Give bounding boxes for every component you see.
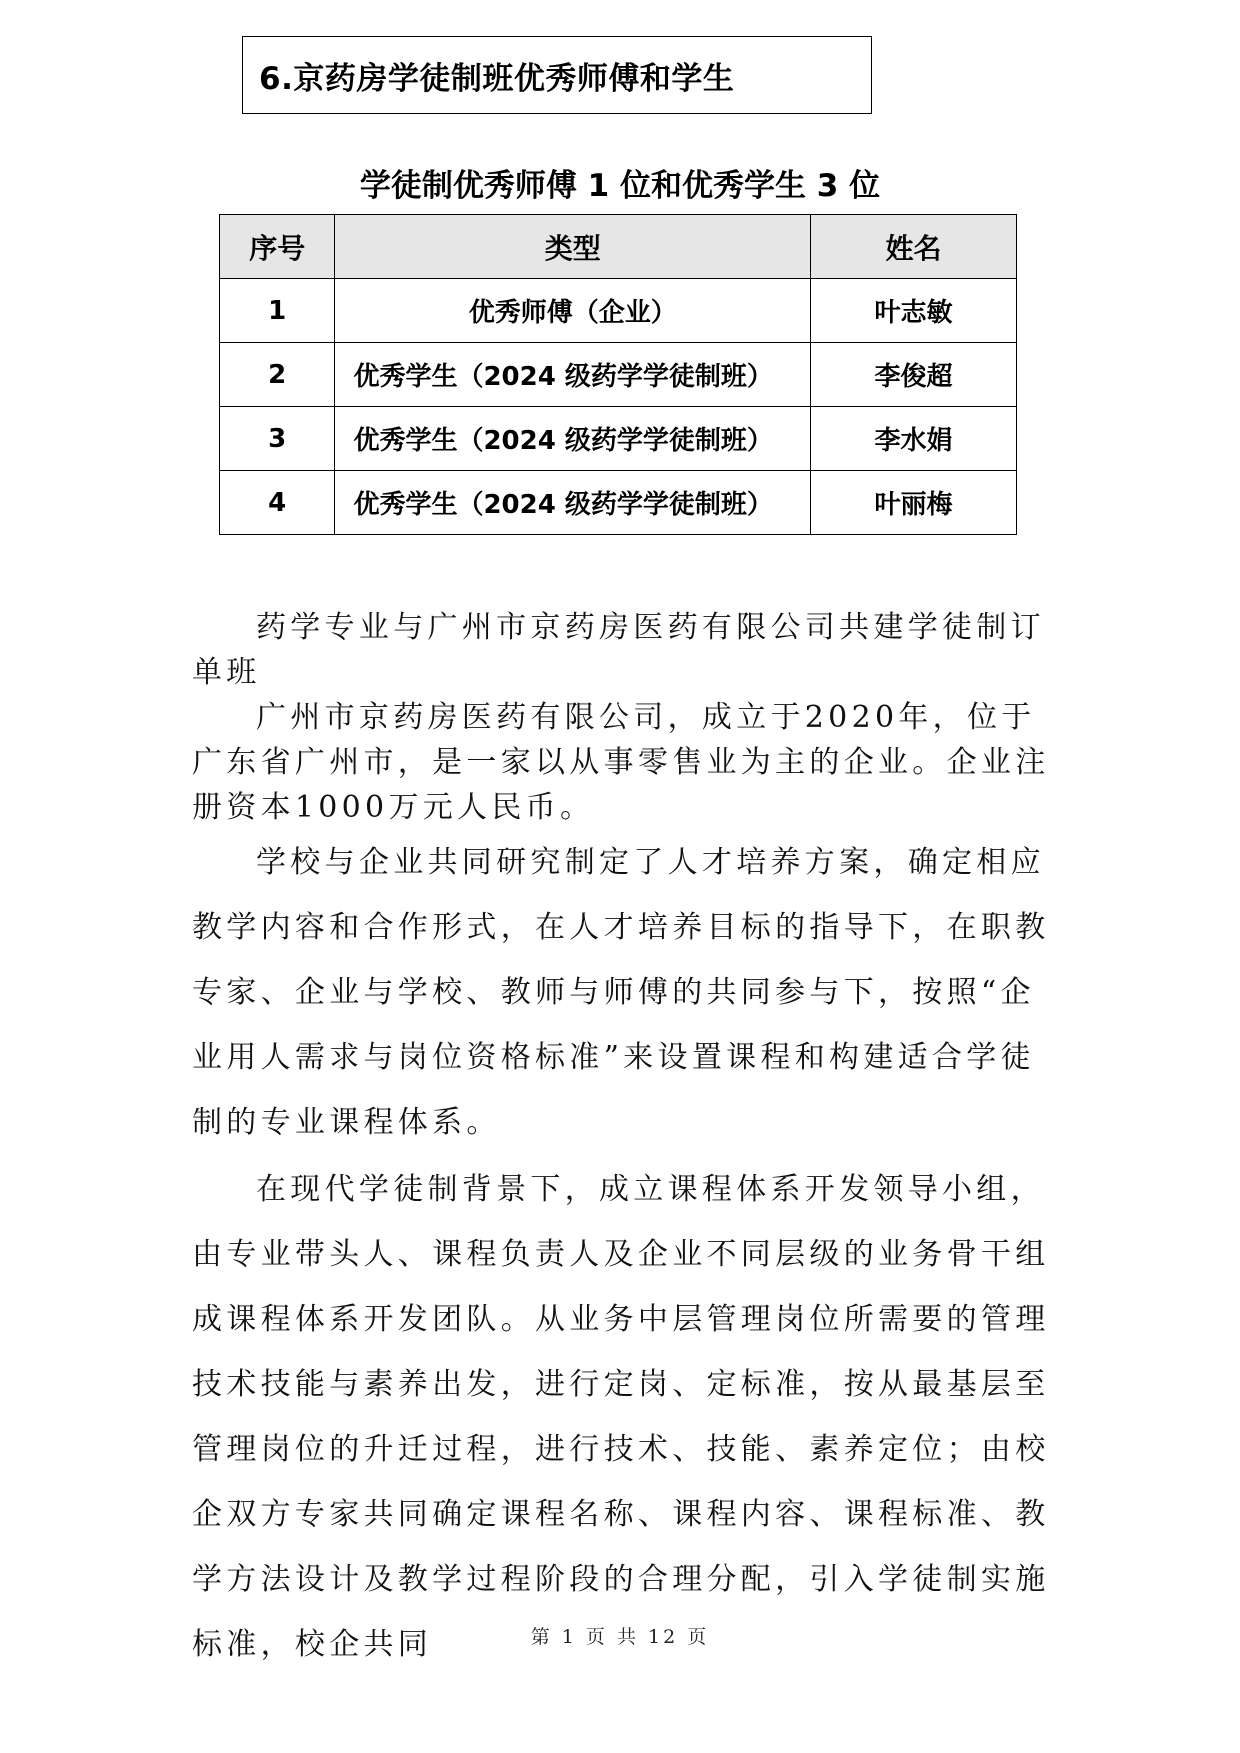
table-row bbox=[220, 279, 1017, 343]
cell-name: 叶丽梅 bbox=[811, 471, 1017, 535]
cell-type: 优秀学生（2024 级药学学徒制班） bbox=[335, 471, 811, 535]
table-row bbox=[220, 343, 1017, 407]
paragraph-text: 广州市京药房医药有限公司，成立于2020年，位于广东省广州市，是一家以从事零售业为主的企业。企业注册资本1000万元人民币。 bbox=[192, 700, 1050, 825]
cell-seq: 2 bbox=[220, 343, 335, 407]
page-footer: 第 1 页 共 12 页 bbox=[530, 1626, 710, 1648]
header-name: 姓名 bbox=[811, 215, 1017, 279]
cell-type: 优秀学生（2024 级药学学徒制班） bbox=[335, 343, 811, 407]
paragraph-text: 在现代学徒制背景下，成立课程体系开发领导小组，由专业带头人、课程负责人及企业不同层级的业务骨干组成课程体系开发团队。从业务中层管理岗位所需要的管理技术技能与素养出发，进行定岗、定标准，按从最基层至管理岗位的升迁过程，进行技术、技能、素养定位；由校企双方专家共同确定课程名称、课程内容、课程标准、教学方法设计及教学过程阶段的合理分配，引入学徒制实施标准，校企共同 bbox=[192, 1172, 1050, 1662]
paragraph-curriculum bbox=[192, 1157, 1052, 1677]
cell-seq: 4 bbox=[220, 471, 335, 535]
table-row bbox=[220, 471, 1017, 535]
paragraph-company bbox=[192, 695, 1052, 830]
table-row bbox=[220, 407, 1017, 471]
paragraph-text: 药学专业与广州市京药房医药有限公司共建学徒制订单班 bbox=[192, 610, 1045, 690]
paragraph-text: 学校与企业共同研究制定了人才培养方案，确定相应教学内容和合作形式，在人才培养目标的指导下，在职教专家、企业与学校、教师与师傅的共同参与下，按照“企业用人需求与岗位资格标准”来设置课程和构建适合学徒制的专业课程体系。 bbox=[192, 845, 1050, 1140]
section-heading bbox=[242, 36, 872, 114]
cell-name: 叶志敏 bbox=[811, 279, 1017, 343]
paragraph-intro bbox=[192, 605, 1052, 695]
table-title: 学徒制优秀师傅 1 位和优秀学生 3 位 bbox=[359, 168, 881, 204]
section-heading-text: 6.京药房学徒制班优秀师傅和学生 bbox=[259, 60, 735, 97]
cell-type: 优秀师傅（企业） bbox=[335, 279, 811, 343]
header-type: 类型 bbox=[335, 215, 811, 279]
cell-type: 优秀学生（2024 级药学学徒制班） bbox=[335, 407, 811, 471]
cell-seq: 1 bbox=[220, 279, 335, 343]
awards-table bbox=[219, 214, 1017, 535]
cell-name: 李水娟 bbox=[811, 407, 1017, 471]
table-header-row bbox=[220, 215, 1017, 279]
cell-name: 李俊超 bbox=[811, 343, 1017, 407]
cell-seq: 3 bbox=[220, 407, 335, 471]
header-seq: 序号 bbox=[220, 215, 335, 279]
paragraph-training-plan bbox=[192, 830, 1052, 1155]
